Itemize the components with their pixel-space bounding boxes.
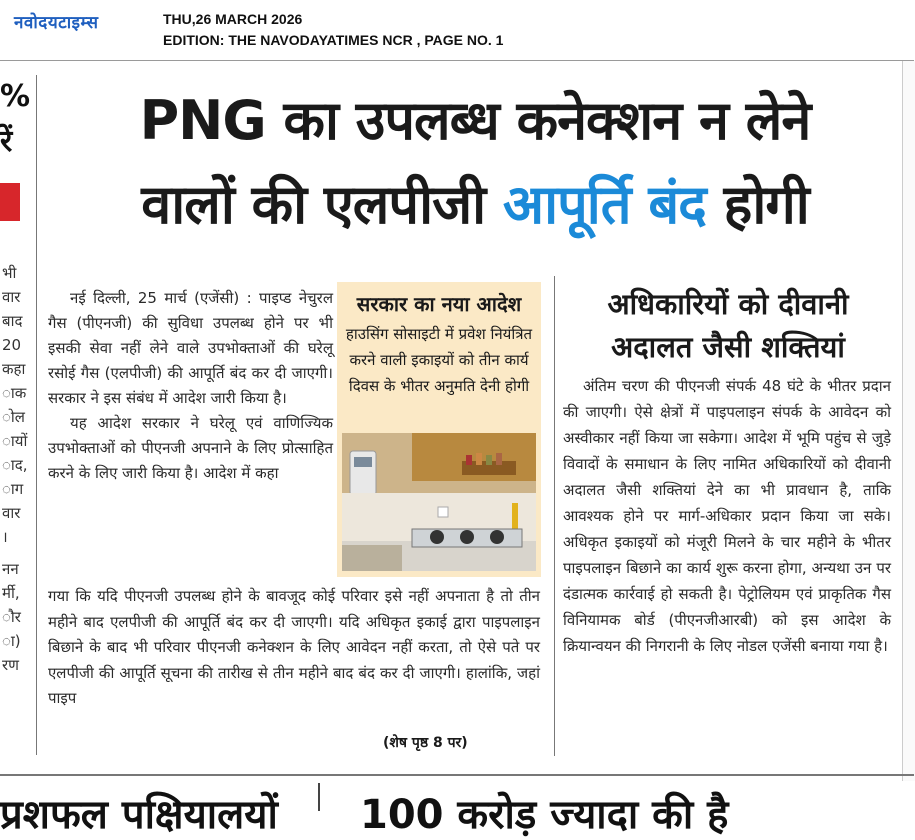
masthead-bar: [0, 0, 914, 61]
sidebar-heading: अधिकारियों को दीवानी अदालत जैसी शक्तियां: [607, 287, 849, 364]
left-red-block: [0, 183, 20, 221]
story-continuation: गया कि यदि पीएनजी उपलब्ध होने के बावजूद कोई परिवार इसे नहीं अपनाता है तो तीन महीने बाद एलपीजी की आपूर्ति बंद कर दी जाएगी। यदि अधिकृत इकाई द्वारा पाइपलाइन बिछाने के बाद भी परिवार पीएनजी कनेक्शन के लिए आवेदन नहीं करता, तो ऐसे पते पर एलपीजी की आपूर्ति सूचना की तारीख से तीन महीने बाद बंद कर दी जाएगी। हालांकि, जहां पाइप: [48, 587, 540, 707]
left-fragment-line: ोल: [2, 408, 25, 426]
edition-date: THU,26 MARCH 2026: [163, 11, 303, 27]
left-fragment-line: नन: [2, 560, 19, 578]
next-headline-separator: [318, 783, 320, 811]
headline-line-1: PNG का उपलब्ध कनेक्शन न लेने: [139, 89, 811, 152]
column-rule-left: [36, 75, 37, 755]
headline-text: वालों की एलपीजी: [141, 173, 503, 236]
story-paragraph-1: नई दिल्ली, 25 मार्च (एजेंसी) : पाइप्ड नेचुरल गैस (पीएनजी) की सुविधा उपलब्ध होने पर भी इसकी सेवा नहीं लेने वाले उपभोक्ताओं की घरेलू रसोई गैस (एलपीजी) की आपूर्ति बंद कर दी जाएगी। सरकार ने इस संबंध में आदेश जारी किया है।: [48, 289, 333, 407]
left-fragment-line: ा): [2, 632, 21, 650]
left-adjacent-article: [0, 61, 31, 781]
left-fragment-line: रण: [2, 656, 19, 674]
newspaper-logo[interactable]: नवोदयटाइम्स: [14, 13, 99, 33]
next-headline-left: प्रशफल पक्षियालयों: [0, 792, 278, 838]
headline-line-2: [50, 163, 900, 247]
highlight-box: [337, 282, 541, 577]
main-headline: [50, 79, 900, 247]
left-fragment-line: भी: [2, 264, 17, 282]
kitchen-photo: [342, 433, 536, 571]
sidebar-paragraph: अंतिम चरण की पीएनजी संपर्क 48 घंटे के भीतर प्रदान की जाएगी। ऐसे क्षेत्रों में पाइपलाइन संपर्क के आवेदन को अस्वीकार नहीं किया जा सकेगा। आदेश में भूमि पहुंच से जुड़े विवादों के समाधान के लिए नामित अधिकारियों को दीवानी अदालत जैसी शक्तियां देने का भी प्रावधान है, ताकि आवश्यक होने पर मार्ग-अधिकार प्रदान किया जा सके। अधिकृत इकाइयों को मंजूरी मिलने के चार महीने के भीतर पाइपलाइन बिछाने का कार्य शुरू करना होगा, अन्यथा उन पर दंडात्मक कार्रवाई हो सकती है। पेट्रोलियम एवं प्राकृतिक गैस विनियामक बोर्ड (पीएनजीआरबी) को इस आदेश के क्रियान्वयन की निगरानी के लिए नोडल एजेंसी बनाया गया है।: [563, 377, 891, 655]
newspaper-page: [0, 61, 914, 838]
headline-highlight: आपूर्ति बंद: [502, 173, 706, 236]
left-fragment-line: ाद,: [2, 456, 28, 474]
page-scrollbar[interactable]: [902, 61, 915, 781]
box-title: सरकार का नया आदेश: [356, 292, 522, 316]
left-fragment-line: ाक: [2, 384, 27, 402]
left-fragment-line: बाद: [2, 312, 23, 330]
next-headlines: [0, 783, 914, 838]
bottom-rule: [0, 774, 914, 776]
story-column: [48, 286, 333, 486]
continued-note: (शेष पृष्ठ 8 पर): [383, 735, 468, 751]
story-paragraph-2: यह आदेश सरकार ने घरेलू एवं वाणिज्यिक उपभोक्ताओं को पीएनजी अपनाने के लिए प्रोत्साहित करने के लिए जारी किया है। आदेश में कहा: [48, 414, 333, 482]
left-fragment-line: वार: [2, 504, 21, 522]
left-fragment-line: ।: [2, 528, 8, 546]
sidebar-body: [563, 373, 891, 659]
left-fragment-word: रें: [0, 124, 13, 159]
left-fragment-line: 20: [2, 336, 22, 354]
kitchen-illustration: [342, 433, 536, 571]
column-rule-right: [554, 276, 555, 756]
box-text: हाउसिंग सोसाइटी में प्रवेश नियंत्रित करने वाली इकाइयों को तीन कार्य दिवस के भीतर अनुमति देनी होगी: [345, 325, 533, 395]
left-fragment-line: ौर: [2, 608, 21, 626]
left-fragment-line: ाग: [2, 480, 24, 498]
edition-info: EDITION: THE NAVODAYATIMES NCR , PAGE NO. 1: [163, 32, 504, 48]
left-fragment-line: ायों: [2, 432, 28, 450]
next-headline-right: 100 करोड़ ज्यादा की है: [360, 792, 729, 838]
headline-text-end: होगी: [705, 173, 809, 236]
left-fragment-line: र्मी,: [2, 584, 20, 602]
left-fragment-symbol: %: [0, 79, 31, 114]
edition-meta: [163, 9, 503, 51]
left-fragment-line: वार: [2, 288, 21, 306]
left-fragment-line: कहा: [2, 360, 26, 378]
